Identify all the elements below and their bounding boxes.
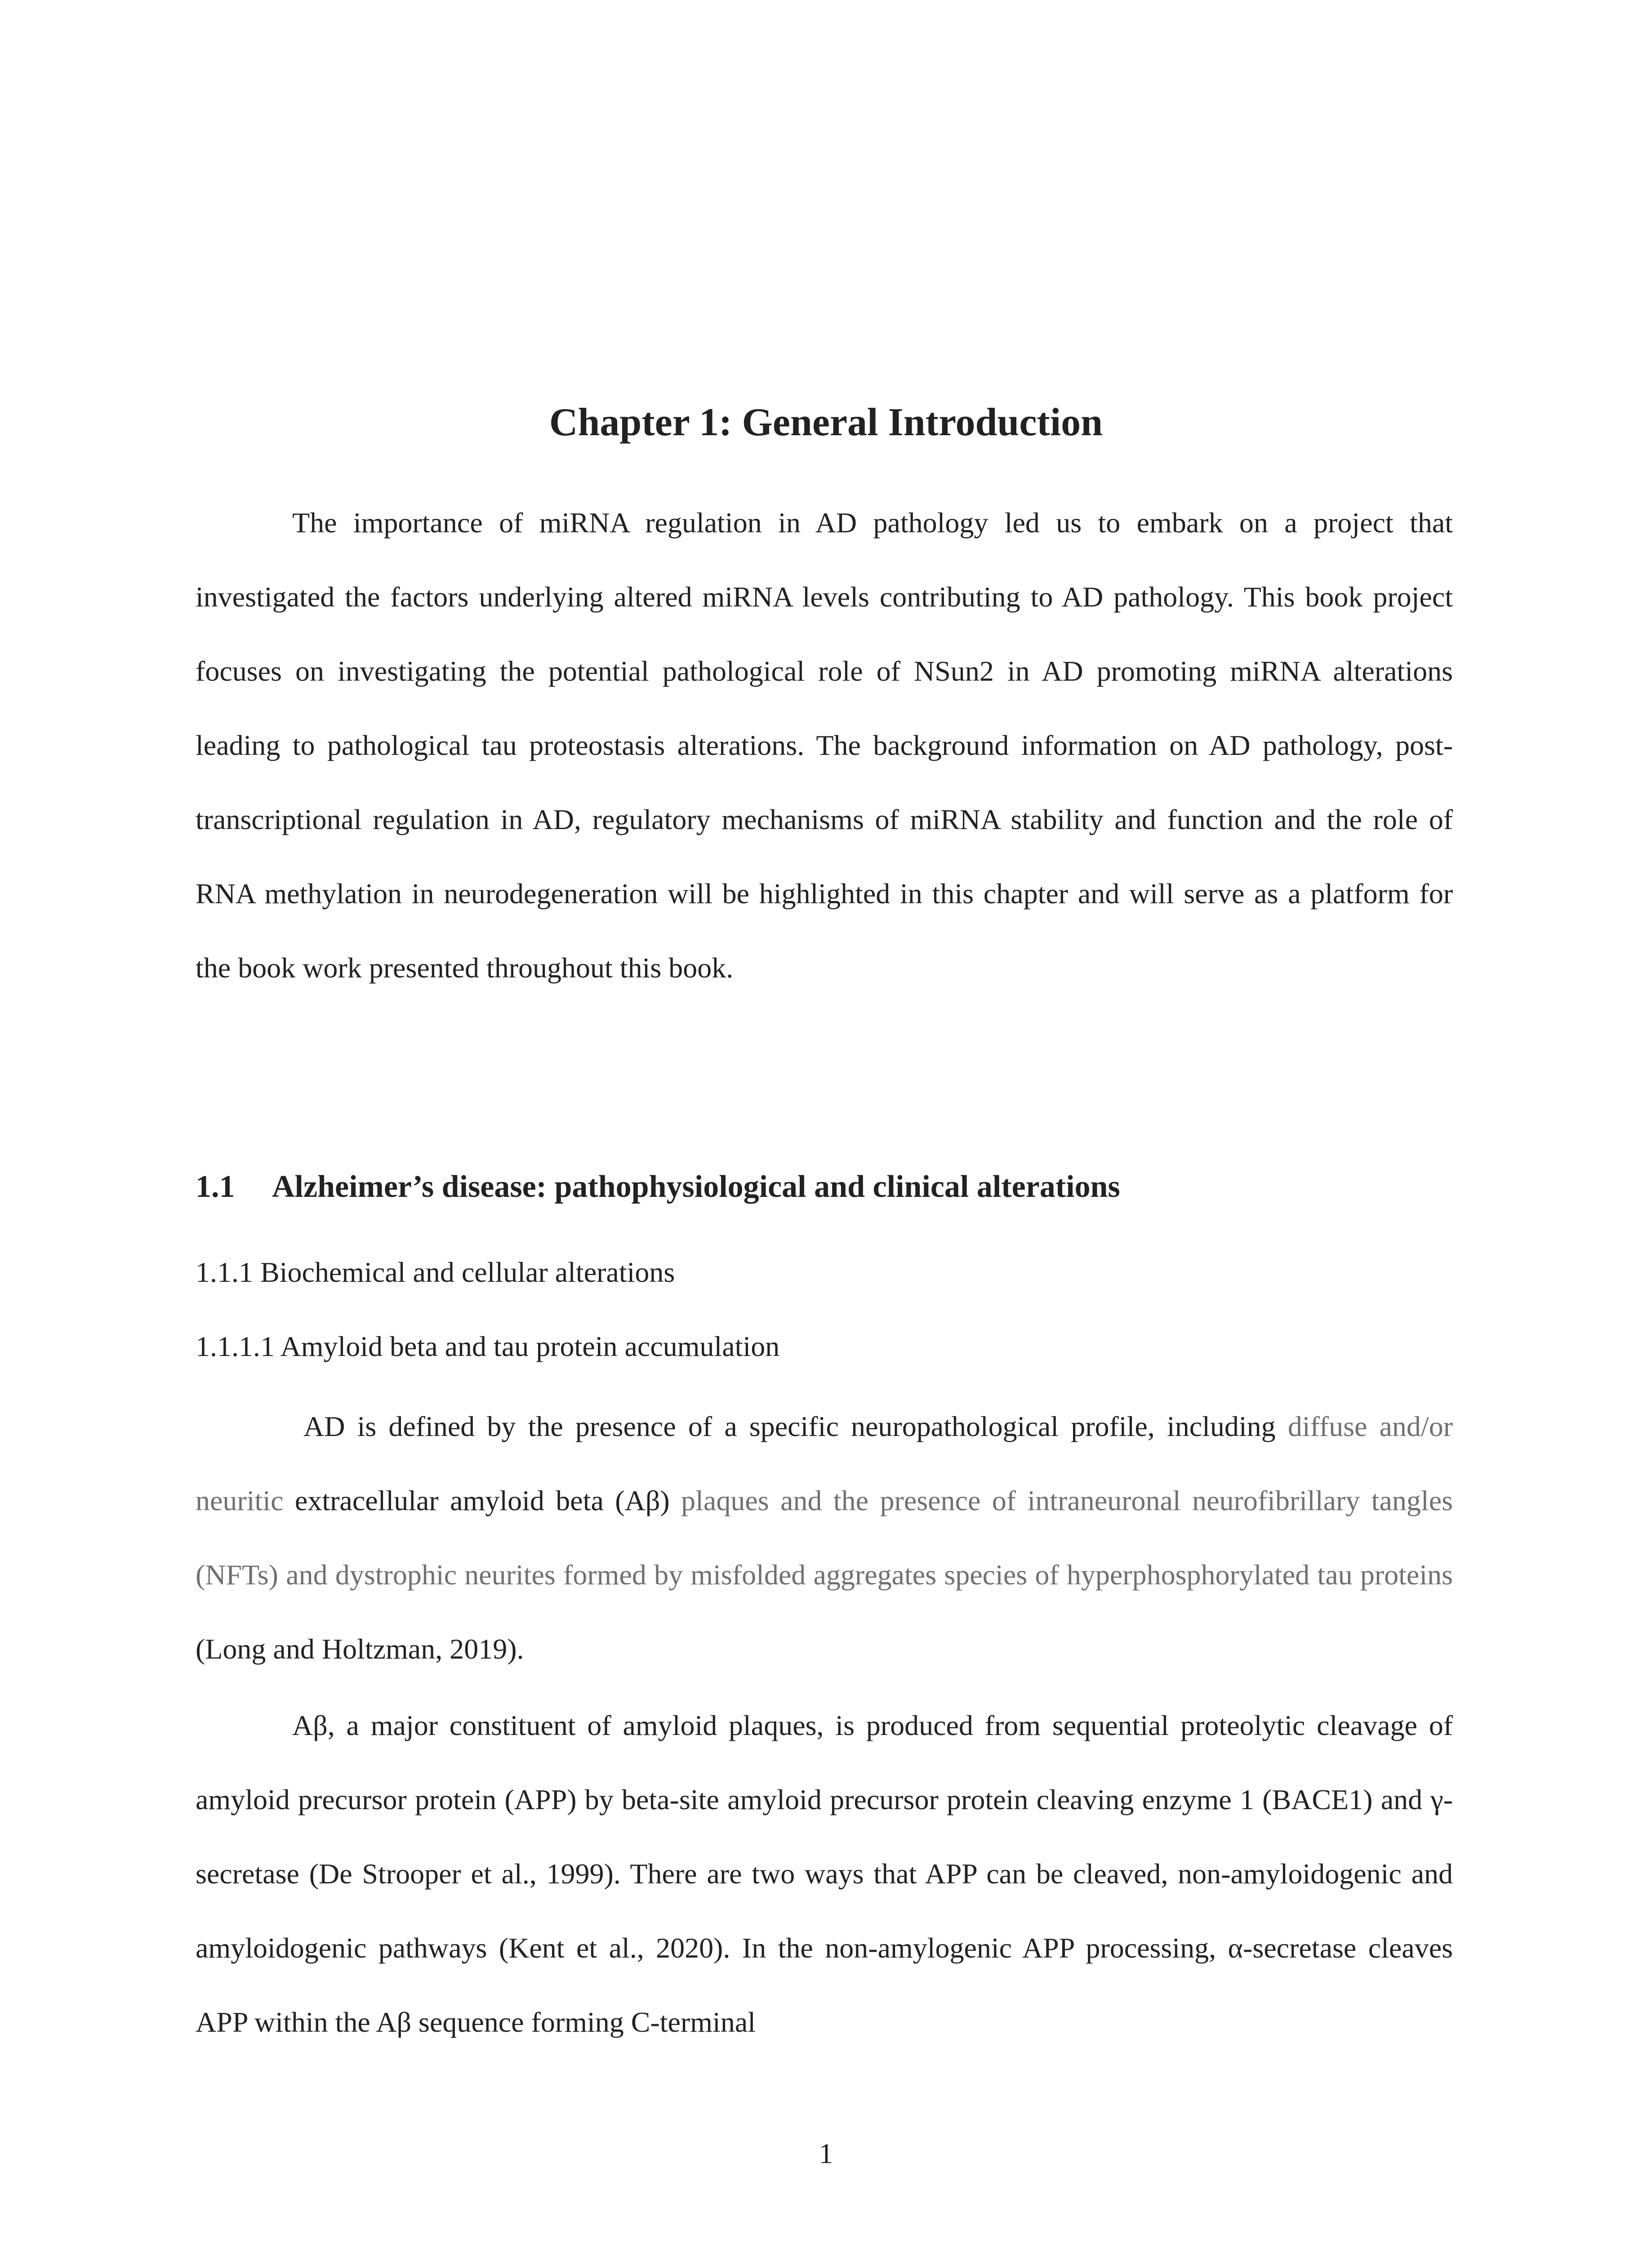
section-heading bbox=[196, 1160, 1120, 1214]
ad-definition-paragraph bbox=[196, 1389, 1453, 1686]
intro-paragraph: The importance of miRNA regulation in AD pathology led us to embark on a project that investigated the factors underlying altered miRNA levels contributing to AD pathology. This book project focuses on investigating the potential pathological role of NSun2 in AD promoting miRNA alterations leading to pathological tau proteostasis alterations. The background information on AD pathology, post-transcriptional regulation in AD, regulatory mechanisms of miRNA stability and function and the role of RNA methylation in neurodegeneration will be highlighted in this chapter and will serve as a platform for the book work presented throughout this book. bbox=[196, 507, 1453, 984]
section-title: Alzheimer’s disease: pathophysiological and clinical alterations bbox=[272, 1169, 1120, 1204]
subsection-heading-1: 1.1.1 Biochemical and cellular alterations bbox=[196, 1256, 675, 1288]
subsection-heading-2: 1.1.1.1 Amyloid beta and tau protein accumulation bbox=[196, 1330, 780, 1362]
paragraph-text: extracellular amyloid beta (Aβ) bbox=[294, 1485, 681, 1517]
paragraph-text: AD is defined by the presence of a specific neuropathological profile, including bbox=[303, 1410, 1288, 1442]
section-number: 1.1 bbox=[196, 1169, 235, 1204]
grey-text: plaques and the presence of intraneuronal neurofibrillary tangles (NFTs) and dystrophic neurites formed by misfolded aggregates species of hyperphosphorylated tau proteins bbox=[196, 1485, 1453, 1591]
page-number: 1 bbox=[819, 2137, 833, 2169]
abeta-paragraph: Aβ, a major constituent of amyloid plaques, is produced from sequential proteolytic cleavage of amyloid precursor protein (APP) by beta-site amyloid precursor protein cleaving enzyme 1 (BACE1) and γ-secretase (De Strooper et al., 1999). There are two ways that APP can be cleaved, non-amyloidogenic and amyloidogenic pathways (Kent et al., 2020). In the non-amylogenic APP processing, α-secretase cleaves APP within the Aβ sequence forming C-terminal bbox=[196, 1709, 1453, 2038]
citation-text: (Long and Holtzman, 2019). bbox=[196, 1633, 524, 1665]
chapter-title: Chapter 1: General Introduction bbox=[549, 401, 1103, 444]
grey-text: diffuse and/or neuritic bbox=[196, 1410, 1453, 1517]
